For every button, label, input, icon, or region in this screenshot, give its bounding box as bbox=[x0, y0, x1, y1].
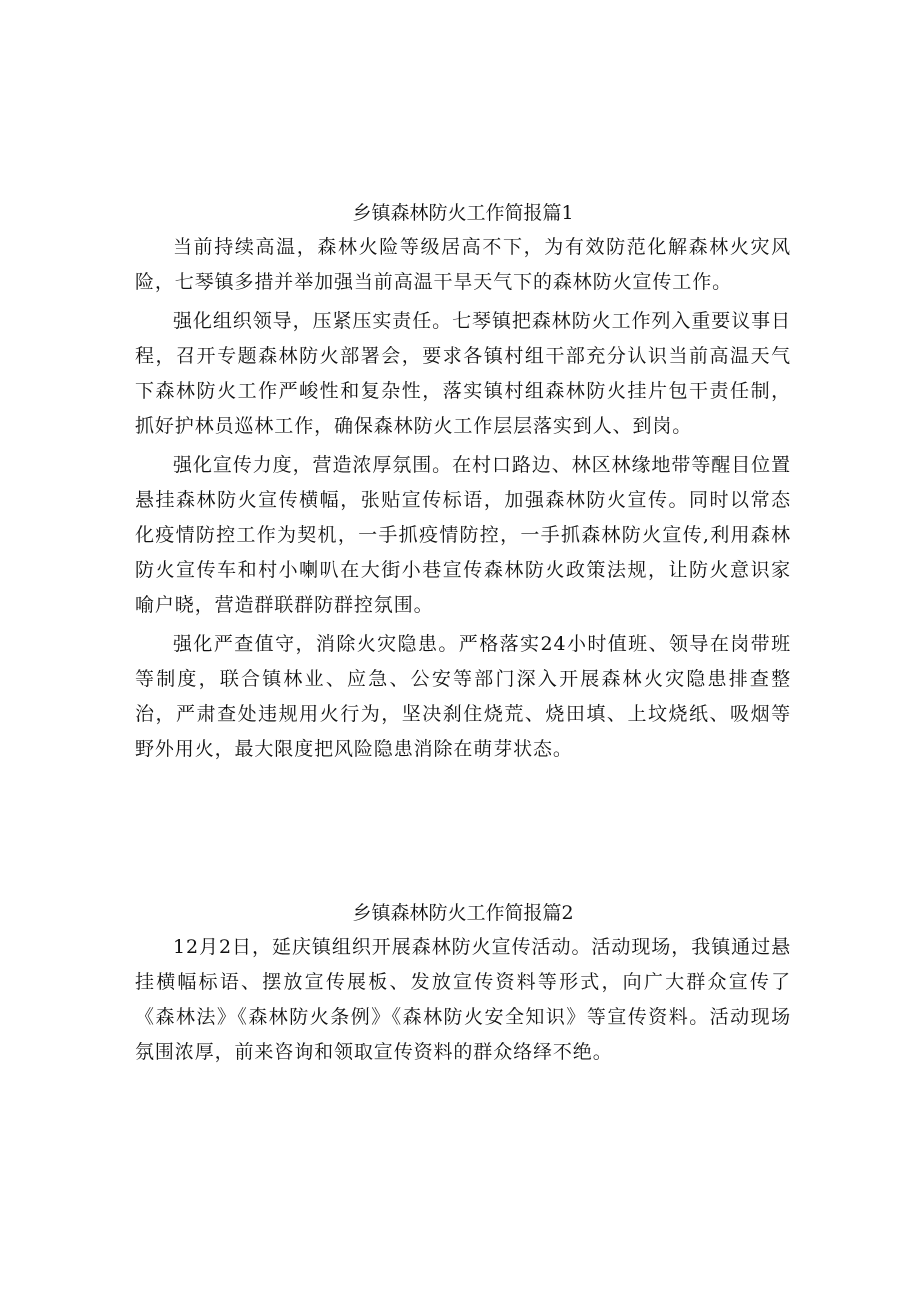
paragraph: 强化宣传力度，营造浓厚氛围。在村口路边、林区林缘地带等醒目位置悬挂森林防火宣传横幅，张贴宣传标语，加强森林防火宣传。同时以常态化疫情防控工作为契机，一手抓疫情防控，一手抓森林防火宣传,利用森林防火宣传车和村小喇叭在大街小巷宣传森林防火政策法规，让防火意识家喻户晓，营造群联群防群控氛围。 bbox=[135, 454, 791, 616]
paragraph: 12月2日，延庆镇组织开展森林防火宣传活动。活动现场，我镇通过悬挂横幅标语、摆放宣传展板、发放宣传资料等形式，向广大群众宣传了《森林法》《森林防火条例》《森林防火安全知识》等宣传资料。活动现场氛围浓厚，前来咨询和领取宣传资料的群众络绎不绝。 bbox=[135, 936, 791, 1063]
paragraph: 当前持续高温，森林火险等级居高不下，为有效防范化解森林火灾风险，七琴镇多措并举加强当前高温干旱天气下的森林防火宣传工作。 bbox=[135, 236, 791, 293]
section-title: 乡镇森林防火工作简报篇1 bbox=[352, 202, 574, 224]
report-section-2 bbox=[135, 898, 791, 1070]
section-title: 乡镇森林防火工作简报篇2 bbox=[352, 902, 574, 924]
paragraph: 强化组织领导，压紧压实责任。七琴镇把森林防火工作列入重要议事日程，召开专题森林防火部署会，要求各镇村组干部充分认识当前高温天气下森林防火工作严峻性和复杂性，落实镇村组森林防火挂片包干责任制，抓好护林员巡林工作，确保森林防火工作层层落实到人、到岗。 bbox=[135, 310, 791, 437]
report-section-1 bbox=[135, 198, 791, 767]
paragraph: 强化严查值守，消除火灾隐患。严格落实24小时值班、领导在岗带班等制度，联合镇林业、应急、公安等部门深入开展森林火灾隐患排查整治，严肃查处违规用火行为，坚决刹住烧荒、烧田填、上坟烧纸、吸烟等野外用火，最大限度把风险隐患消除在萌芽状态。 bbox=[135, 633, 791, 760]
